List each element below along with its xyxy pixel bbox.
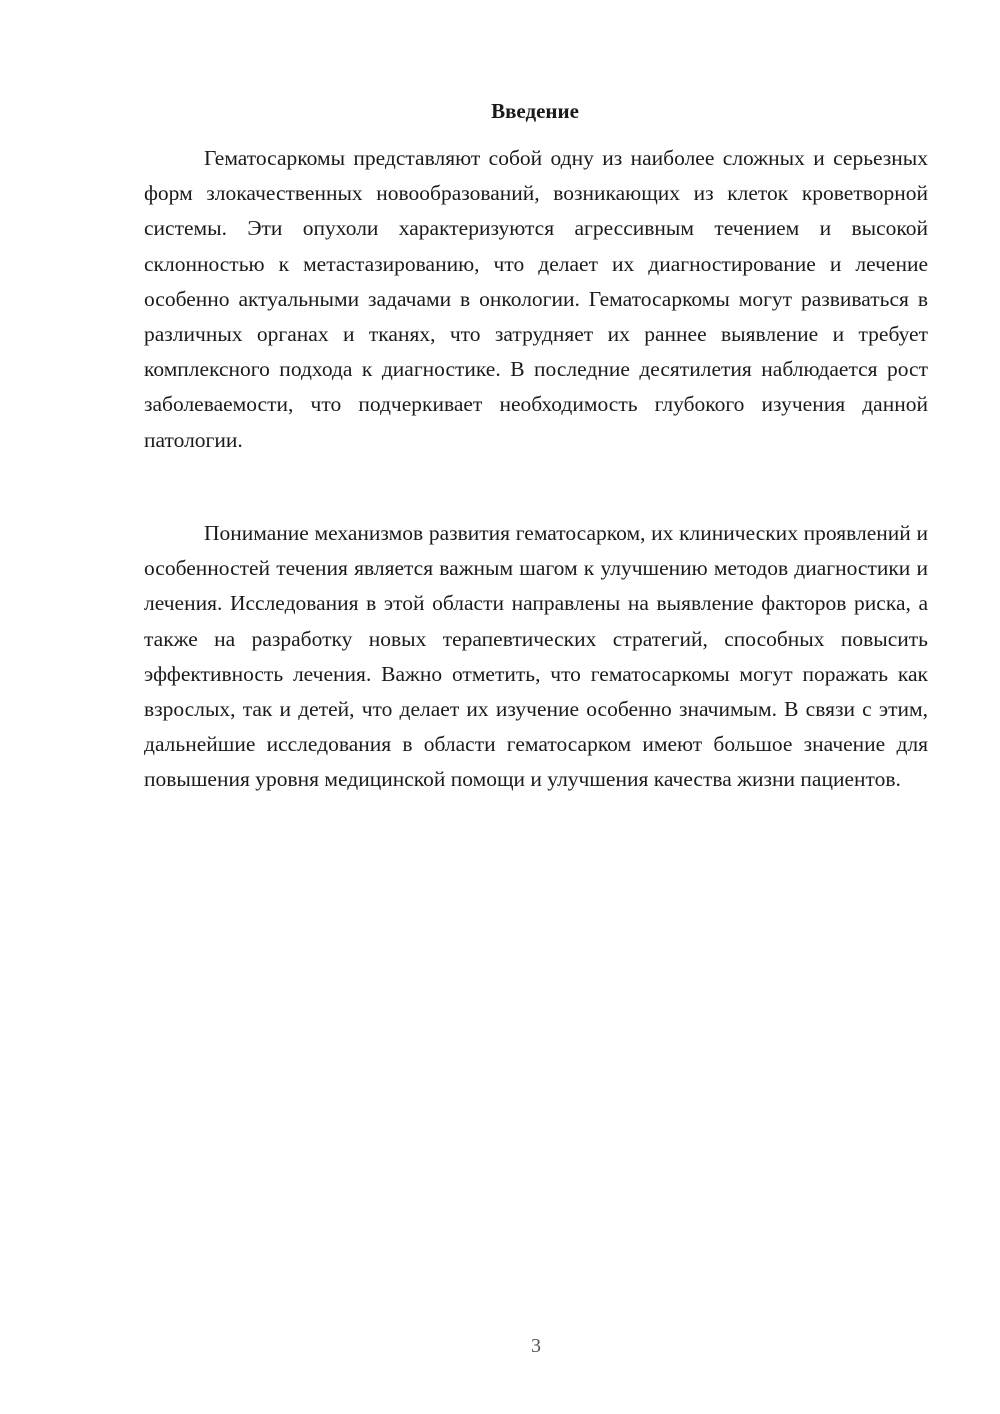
paragraph-1: Гематосаркомы представляют собой одну из наиболее сложных и серьезных форм злокачественных новообразований, возникающих из клеток кроветворной системы. Эти опухоли характеризуются агрессивным течением и высокой склонностью к метастазированию, что делает их диагностирование и лечение особенно актуальными задачами в онкологии. Гематосаркомы могут развиваться в различных органах и тканях, что затрудняет их раннее выявление и требует комплексного подхода к диагностике. В последние десятилетия наблюдается рост заболеваемости, что подчеркивает необходимость глубокого изучения данной патологии. <box>144 146 928 452</box>
section-heading: Введение <box>491 99 579 123</box>
page-number: 3 <box>531 1335 541 1357</box>
paragraph-2: Понимание механизмов развития гематосарком, их клинических проявлений и особенностей течения является важным шагом к улучшению методов диагностики и лечения. Исследования в этой области направлены на выявление факторов риска, а также на разработку новых терапевтических стратегий, способных повысить эффективность лечения. Важно отметить, что гематосаркомы могут поражать как взрослых, так и детей, что делает их изучение особенно значимым. В связи с этим, дальнейшие исследования в области гематосарком имеют большое значение для повышения уровня медицинской помощи и улучшения качества жизни пациентов. <box>144 521 928 792</box>
